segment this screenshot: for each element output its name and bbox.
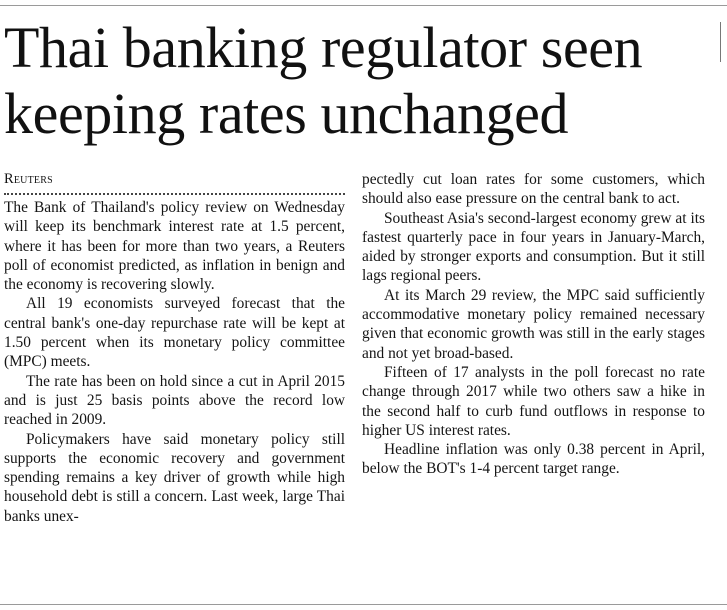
article-column-left xyxy=(4,170,345,526)
paragraph: The rate has been on hold since a cut in April 2015 and is just 25 basis points above the record low reached in 2009. xyxy=(4,372,345,429)
paragraph: Fifteen of 17 analysts in the poll forecast no rate change through 2017 while two others saw a hike in the second half to curb fund outflows in response to higher US interest rates. xyxy=(362,363,705,439)
paragraph: The Bank of Thailand's policy review on Wednesday will keep its benchmark interest rate at 1.5 percent, where it has been for more than two years, a Reuters poll of economist predicted, as inflation in benign and the economy is recovering slowly. xyxy=(4,199,345,294)
byline: Reuters xyxy=(4,171,53,187)
page-edge-mark xyxy=(720,22,727,62)
paragraph: Southeast Asia's second-largest economy grew at its fastest quarterly pace in four years in January-March, aided by stronger exports and consumption. But it still lags regional peers. xyxy=(362,209,705,285)
article-headline: Thai banking regulator seen keeping rates unchanged xyxy=(4,15,643,146)
paragraph: All 19 economists surveyed forecast that the central bank's one-day repurchase rate will be kept at 1.50 percent when its monetary policy committee (MPC) meets. xyxy=(4,295,345,371)
paragraph: Headline inflation was only 0.38 percent in April, below the BOT's 1-4 percent target range. xyxy=(362,441,705,478)
paragraph-continued: pectedly cut loan rates for some customers, which should also ease pressure on the central bank to act. xyxy=(362,171,705,208)
top-rule xyxy=(0,5,727,6)
paragraph: At its March 29 review, the MPC said sufficiently accommodative monetary policy remained necessary given that economic growth was still in the early stages and not yet broad-based. xyxy=(362,286,705,362)
bottom-rule xyxy=(0,604,727,605)
article-column-right xyxy=(362,170,705,479)
paragraph: Policymakers have said monetary policy still supports the economic recovery and government spending remains a key driver of growth while high household debt is still a concern. Last week, large Thai banks unex- xyxy=(4,430,345,525)
